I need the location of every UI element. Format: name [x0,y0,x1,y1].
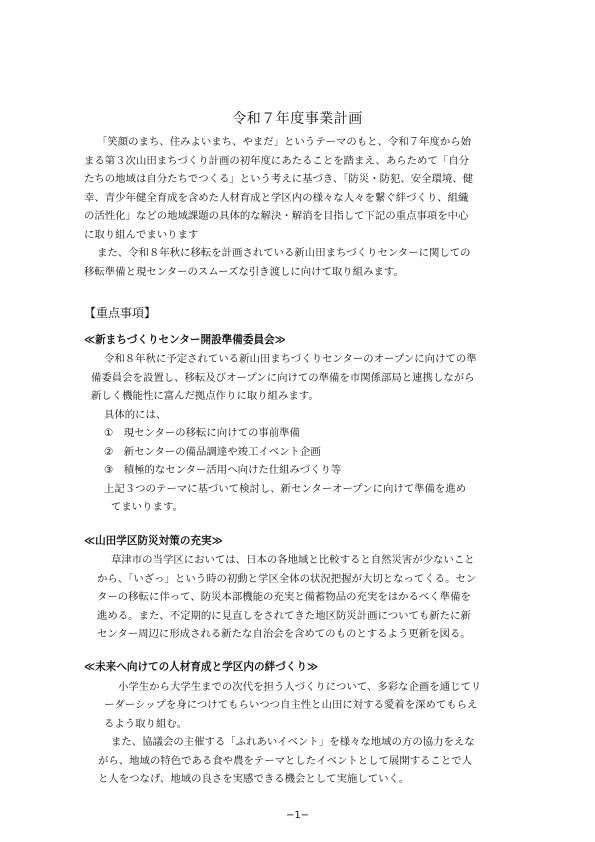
page-number: −1− [285,810,310,821]
intro-line: 「笑顔のまち、住みよいまち、やまだ」というテーマのもと、令和７年度から始 [97,136,472,148]
intro-line: 幸、青少年健全育成を含めた人材育成と学区内の様々な人々を繋ぐ絆づくり、組織 [84,192,469,204]
list-item: ③ 積極的なセンター活用へ向けた仕組みづくり等 [104,464,342,476]
section-line: 小学生から大学生までの次代を担う人づくりについて、多彩な企画を通じてリ [118,681,482,693]
section-line: 草津市の当学区においては、日本の各地域と比較すると自然災害が少ないこと [111,554,475,566]
section-line: るよう取り組む。 [104,718,188,730]
intro-line: の活性化」などの地域課題の具体的な解決・解消を目指して下記の重点事項を中心 [84,210,469,222]
section-line: センター周辺に形成される新たな自治会を含めてのものとするよう更新を図る。 [97,628,471,640]
intro-line: に取り組んでまいります [84,229,199,241]
section-line: ターの移転に伴って、防災本部機能の充実と備蓄物品の充実をはかるべく準備を [97,591,471,603]
intro-line: まる第３次山田まちづくり計画の初年度にあたることを踏まえ、あらためて「自分 [84,155,469,167]
intro-line: また、令和８年秋に移転を計画されている新山田まちづくりセンターに関しての [97,247,471,259]
section-heading: ≪未来へ向けての人材育成と学区内の絆づくり≫ [84,661,319,673]
section-heading: ≪新まちづくりセンター開設準備委員会≫ [84,334,286,346]
intro-line: 移転準備と現センターのスムーズな引き渡しに向けて取り組みます。 [84,266,404,278]
list-item: ① 現センターの移転に向けての事前準備 [104,427,300,439]
section-line: 具体的には、 [104,409,167,421]
section-line: 新しく機能性に富んだ拠点作りに取り組みます。 [91,390,319,402]
section-line: また、協議会の主催する「ふれあいイベント」を様々な地域の方の協力をえな [111,736,475,748]
priority-heading: 【重点事項】 [84,306,157,320]
section-line: ーダーシップを身につけてもらいつつ自主性と山田に対する愛着を深めてもらえ [104,699,478,711]
section-line: 進める。また、不定期的に見直しをされてきた地区防災計画についても新たに新 [97,610,471,622]
section-heading: ≪山田学区防災対策の充実≫ [84,535,223,547]
section-line: がら、地域の特色である食や農をテーマとしたイベントとして展開することで人 [98,755,473,767]
section-line: 備委員会を設置し、移転及びオープンに向けての準備を市関係部局と連携しながら [91,372,475,384]
list-item: ② 新センターの備品調達や竣工イベント企画 [104,446,321,458]
section-line: てまいります。 [111,501,183,513]
section-line: と人をつなげ、地域の良さを実感できる機会として実施していく。 [98,773,410,785]
section-line: から、「いざっ」という時の初動と学区全体の状況把握が大切となってくる。セン [97,573,477,585]
page-title: 令和７年度事業計画 [232,111,363,127]
section-line: 上記３つのテーマに基づいて検討し、新センターオープンに向けて準備を進め [104,483,467,495]
section-line: 令和８年秋に予定されている新山田まちづくりセンターのオープンに向けての準 [104,353,477,365]
intro-line: たちの地域は自分たちでつくる」という考えに基づき、「防災・防犯、安全環境、健 [84,173,474,185]
